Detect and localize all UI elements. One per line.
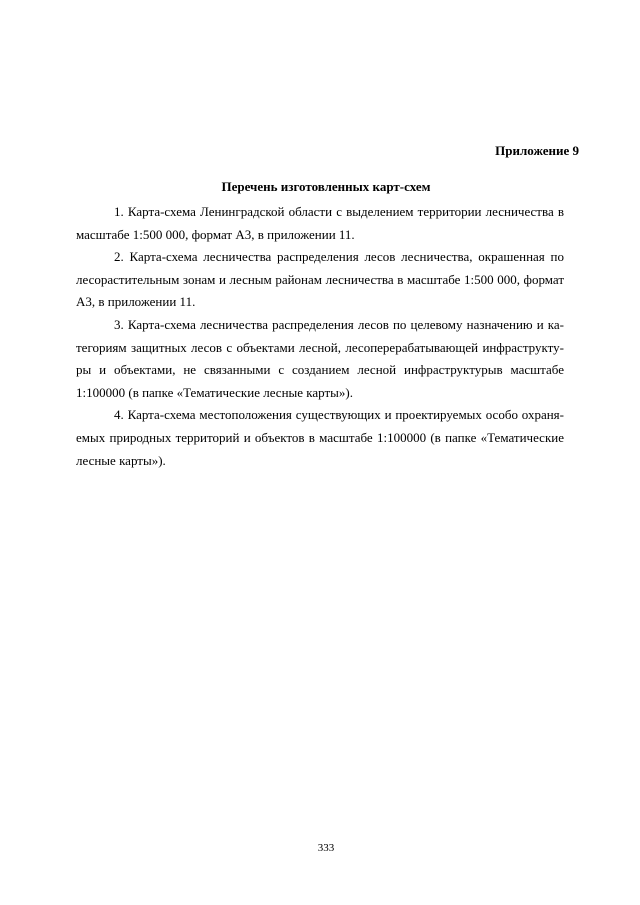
list-item: 4. Карта-схема местоположения существующих и проектируемых особо охраняемых природных территорий и объектов в масштабе 1:100000 (в папке «Тематические лесные карты»). bbox=[76, 407, 564, 468]
document-title: Перечень изготовленных карт-схем bbox=[221, 179, 431, 194]
document-body bbox=[76, 201, 564, 472]
page-number: 333 bbox=[317, 842, 335, 854]
appendix-label: Приложение 9 bbox=[495, 143, 579, 158]
list-item: 1. Карта-схема Ленинградской области с выделением территории лесничества в масштабе 1:500 000, формат А3, в приложении 11. bbox=[76, 204, 564, 242]
list-item: 3. Карта-схема лесничества распределения лесов по целевому назначению и категориям защитных лесов с объектами лесной, лесоперерабатывающей инфраструктуры и объектами, не связанными с созданием лесной инфраструктурыв масштабе 1:100000 (в папке «Тематические лесные карты»). bbox=[76, 316, 564, 400]
list-item: 2. Карта-схема лесничества распределения лесов лесничества, окрашенная по лесорастительным зонам и лесным районам лесничества в масштабе 1:500 000, формат А3, в приложении 11. bbox=[76, 249, 564, 310]
